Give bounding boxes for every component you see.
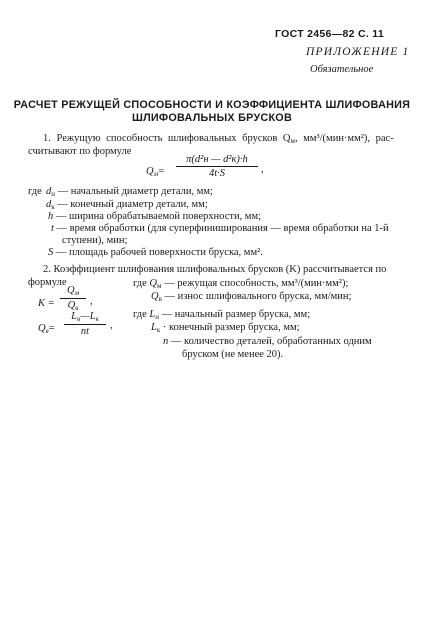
formula-qv-fraction (64, 311, 106, 337)
formula-qm-comma: , (261, 164, 264, 175)
formula-k-fraction (60, 285, 86, 312)
formula-qv-denominator: nt (80, 326, 90, 337)
formula-qm-lhs: $Q_м=$ (146, 166, 164, 178)
def-t-continued: ступени), мин; (62, 235, 128, 246)
formula-k-lhs: K = (38, 298, 55, 309)
section1-intro-line1: 1. Режущую способность шлифовальных брусков $Q_м$, мм³/(мин·мм²), рас- (43, 133, 394, 145)
formula-qm-denominator: 4t·S (208, 168, 226, 179)
formula-k-numerator: $Q_м$ (60, 285, 86, 299)
formula-qm-fraction (176, 154, 258, 179)
formula-qv-comma: , (110, 320, 113, 331)
def-l-final: $L_к$ · конечный размер бруска, мм; (151, 322, 300, 334)
formula-k-denominator: $Q_в$ (67, 300, 79, 312)
formula-qv-lhs: $Q_в=$ (38, 323, 55, 335)
def-l-initial: где $L_н$ — начальный размер бруска, мм; (133, 309, 311, 321)
formula-qm-numerator: π(d²н — d²к)·h (176, 154, 258, 167)
standard-reference: ГОСТ 2456—82 С. 11 (275, 28, 385, 40)
section2-intro-line2: формуле (28, 277, 67, 288)
def-qv: $Q_в$ — износ шлифовального бруска, мм/мин; (151, 291, 352, 303)
where-label: где (28, 186, 42, 197)
mandatory-label: Обязательное (310, 64, 374, 75)
formula-k-comma: , (90, 296, 93, 307)
def-d-initial: $d_н$ — начальный диаметр детали, мм; (46, 186, 213, 198)
appendix-label: ПРИЛОЖЕНИЕ 1 (306, 46, 410, 58)
def-d-final: $d_к$ — конечный диаметр детали, мм; (46, 199, 208, 211)
formula-qv-numerator: $L_н—L_к$ (64, 311, 106, 325)
def-qm: где $Q_м$ — режущая способность, мм³/(мин·мм²); (133, 278, 349, 290)
def-t: t — время обработки (для суперфиниширования — время обработки на 1-й (51, 223, 389, 234)
def-n-continued: бруском (не менее 20). (182, 349, 284, 360)
section2-intro-line1: 2. Коэффициент шлифования шлифовальных брусков (K) рассчитывается по (43, 264, 387, 275)
section1-intro-line2: считывают по формуле (28, 146, 132, 157)
def-n: n — количество деталей, обработанных одним (163, 336, 372, 347)
page-title-line2: ШЛИФОВАЛЬНЫХ БРУСКОВ (131, 112, 292, 124)
def-s: S — площадь рабочей поверхности бруска, мм². (48, 247, 263, 258)
def-h: h — ширина обрабатываемой поверхности, мм; (48, 211, 262, 222)
page-title-line1: РАСЧЕТ РЕЖУЩЕЙ СПОСОБНОСТИ И КОЭФФИЦИЕНТА ШЛИФОВАНИЯ (13, 99, 411, 111)
